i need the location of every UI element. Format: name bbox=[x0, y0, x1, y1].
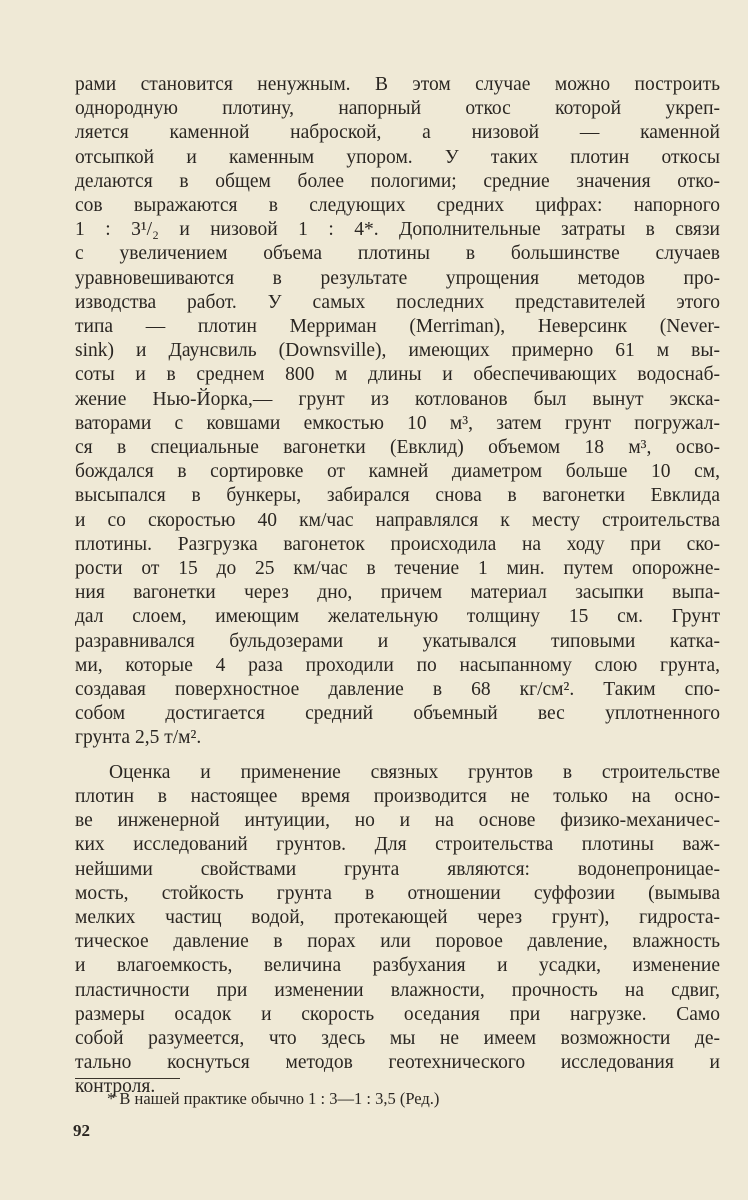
text-line: уравновешиваются в результате упрощения методов про- bbox=[75, 267, 720, 289]
text-line: плотины. Разгрузка вагонеток происходила на ходу при ско- bbox=[75, 533, 720, 555]
body-text bbox=[75, 73, 720, 1100]
text-line: sink) и Даунсвиль (Downsville), имеющих примерно 61 м вы- bbox=[75, 340, 720, 362]
text-line: соты и в среднем 800 м длины и обеспечивающих водоснаб- bbox=[75, 364, 720, 386]
text-line: рами становится ненужным. В этом случае можно построить bbox=[75, 74, 720, 95]
text-line: собой разумеется, что здесь мы не имеем возможности де- bbox=[75, 1027, 720, 1049]
text-line: тическое давление в порах или поровое давление, влажность bbox=[75, 931, 720, 953]
text-line: ляется каменной наброской, а низовой — каменной bbox=[75, 122, 720, 144]
text-line: бождался в сортировке от камней диаметром больше 10 см, bbox=[75, 461, 720, 483]
text-line: 1 : 3¹/₂ и низовой 1 : 4*. Дополнительные затраты в связи bbox=[75, 219, 720, 241]
text-line: высыпался в бункеры, забирался снова в вагонетки Евклида bbox=[75, 485, 720, 507]
text-line: однородную плотину, напорный откос которой укреп- bbox=[75, 98, 720, 120]
footnote-rule bbox=[75, 1078, 180, 1079]
paragraph-2 bbox=[75, 761, 720, 1100]
text-line: плотин в настоящее время производится не только на осно- bbox=[75, 785, 720, 807]
text-line: ния вагонетки через дно, причем материал засыпки выпа- bbox=[75, 582, 720, 604]
text-line: Оценка и применение связных грунтов в строительстве bbox=[109, 761, 720, 783]
text-line: дал слоем, имеющим желательную толщину 15 см. Грунт bbox=[75, 606, 720, 628]
text-line: сов выражаются в следующих средних цифрах: напорного bbox=[75, 195, 720, 217]
text-line: ве инженерной интуиции, но и на основе физико-механичес- bbox=[75, 810, 720, 832]
page-number: 92 bbox=[73, 1121, 90, 1140]
text-line: контроля. bbox=[75, 1076, 156, 1098]
text-line: тально коснуться методов геотехнического исследования и bbox=[75, 1052, 720, 1074]
text-line: мелких частиц водой, протекающей через грунт), гидроста- bbox=[75, 906, 720, 928]
text-line: жение Нью-Йорка,— грунт из котлованов был вынут экска- bbox=[75, 388, 720, 410]
text-line: с увеличением объема плотины в большинстве случаев bbox=[75, 243, 720, 265]
text-line: и влагоемкость, величина разбухания и усадки, изменение bbox=[75, 955, 720, 977]
text-line: собом достигается средний объемный вес уплотненного bbox=[75, 703, 720, 725]
footnote: * В нашей практике обычно 1 : 3—1 : 3,5 (Ред.) bbox=[107, 1089, 440, 1108]
text-line: и со скоростью 40 км/час направлялся к месту строительства bbox=[75, 509, 720, 531]
text-line: мость, стойкость грунта в отношении суффозии (вымыва bbox=[75, 882, 720, 904]
text-line: делаются в общем более пологими; средние значения отко- bbox=[75, 170, 720, 192]
text-line: ких исследований грунтов. Для строительства плотины важ- bbox=[75, 834, 720, 856]
paragraph-1 bbox=[75, 73, 720, 751]
text-line: изводства работ. У самых последних представителей этого bbox=[75, 291, 720, 313]
text-line: ваторами с ковшами емкостью 10 м³, затем грунт погружал- bbox=[75, 412, 720, 434]
text-line: грунта 2,5 т/м². bbox=[75, 727, 202, 749]
text-line: отсыпкой и каменным упором. У таких плотин откосы bbox=[75, 146, 720, 168]
text-line: ми, которые 4 раза проходили по насыпанному слою грунта, bbox=[75, 654, 720, 676]
text-line: разравнивался бульдозерами и укатывался типовыми катка- bbox=[75, 630, 720, 652]
text-line: создавая поверхностное давление в 68 кг/см². Таким спо- bbox=[75, 679, 720, 701]
text-line: пластичности при изменении влажности, прочность на сдвиг, bbox=[75, 979, 720, 1001]
text-line: рости от 15 до 25 км/час в течение 1 мин. путем опорожне- bbox=[75, 558, 720, 580]
text-line: типа — плотин Мерриман (Merriman), Неверсинк (Never- bbox=[75, 316, 720, 338]
text-line: ся в специальные вагонетки (Евклид) объемом 18 м³, осво- bbox=[75, 437, 720, 459]
text-line: нейшими свойствами грунта являются: водонепроницае- bbox=[75, 858, 720, 880]
text-line: размеры осадок и скорость оседания при нагрузке. Само bbox=[75, 1003, 720, 1025]
